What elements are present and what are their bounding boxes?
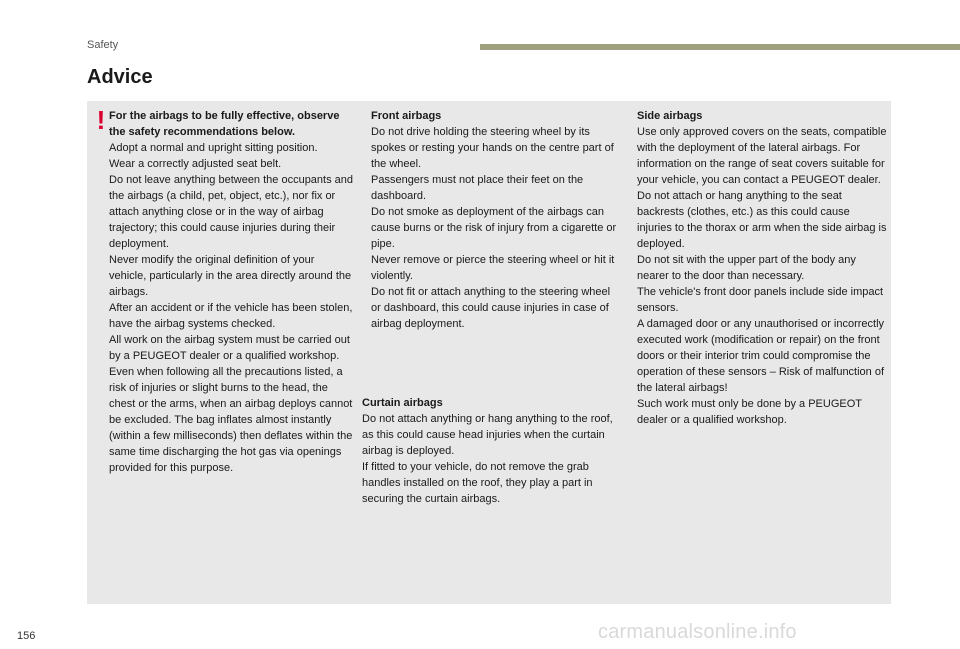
warning-intro: For the airbags to be fully effective, observe the safety recommendations below. (109, 110, 340, 138)
front-airbags-section (371, 108, 619, 332)
paragraph: Wear a correctly adjusted seat belt. (109, 158, 282, 170)
paragraph: The vehicle's front door panels include side impact sensors. (637, 286, 884, 314)
front-airbags-heading: Front airbags (371, 110, 442, 122)
paragraph: Do not drive holding the steering wheel by its spokes or resting your hands on the centre part of the wheel. (371, 126, 614, 170)
header-bar (480, 44, 960, 50)
section-title: Safety (87, 39, 119, 51)
paragraph: Do not sit with the upper part of the body any nearer to the door than necessary. (637, 254, 856, 282)
paragraph: Never modify the original definition of your vehicle, particularly in the area directly around the airbags. (109, 254, 352, 298)
page-title: Advice (87, 66, 153, 88)
paragraph: Do not attach or hang anything to the seat backrests (clothes, etc.) as this could cause injuries to the thorax or arm when the side airbag is deployed. (637, 190, 887, 250)
paragraph: Do not fit or attach anything to the steering wheel or dashboard, this could cause injuries in case of airbag deployment. (371, 286, 611, 330)
paragraph: Do not smoke as deployment of the airbags can cause burns or the risk of injury from a cigarette or pipe. (371, 206, 617, 250)
watermark: carmanualsonline.info (598, 621, 797, 643)
paragraph: Never remove or pierce the steering wheel or hit it violently. (371, 254, 615, 282)
general-advice-column (109, 108, 353, 476)
side-airbags-section (637, 108, 887, 428)
paragraph: If fitted to your vehicle, do not remove the grab handles installed on the roof, they play a part in securing the curtain airbags. (362, 461, 593, 505)
curtain-airbags-section (362, 395, 620, 507)
paragraph: Do not attach anything or hang anything to the roof, as this could cause head injuries when the curtain airbag is deployed. (362, 413, 613, 457)
paragraph: All work on the airbag system must be carried out by a PEUGEOT dealer or a qualified workshop. (109, 334, 350, 362)
paragraph: Passengers must not place their feet on the dashboard. (371, 174, 584, 202)
warning-icon: ! (96, 105, 106, 135)
page-number: 156 (17, 630, 36, 642)
paragraph: After an accident or if the vehicle has been stolen, have the airbag systems checked. (109, 302, 353, 330)
side-airbags-heading: Side airbags (637, 110, 703, 122)
paragraph: Do not leave anything between the occupants and the airbags (a child, pet, object, etc.), nor fix or attach anything close or in the way of airbag trajectory; this could cause injuries during their deployment. (109, 174, 354, 250)
paragraph: Use only approved covers on the seats, compatible with the deployment of the lateral airbags. For information on the range of seat covers suitable for your vehicle, you can contact a PEUGEOT dealer. (637, 126, 887, 186)
paragraph: Adopt a normal and upright sitting position. (109, 142, 318, 154)
paragraph: Such work must only be done by a PEUGEOT dealer or a qualified workshop. (637, 398, 862, 426)
paragraph: A damaged door or any unauthorised or incorrectly executed work (modification or repair) on the front doors or their interior trim could compromise the operation of these sensors – Risk of malfunction of the lateral airbags! (637, 318, 885, 394)
paragraph: Even when following all the precautions listed, a risk of injuries or slight burns to the head, the chest or the arms, when an airbag deploys cannot be excluded. The bag inflates almost instantly (within a few milliseconds) then deflates within the same time discharging the hot gas via openings provided for this purpose. (109, 366, 353, 474)
curtain-airbags-heading: Curtain airbags (362, 397, 443, 409)
